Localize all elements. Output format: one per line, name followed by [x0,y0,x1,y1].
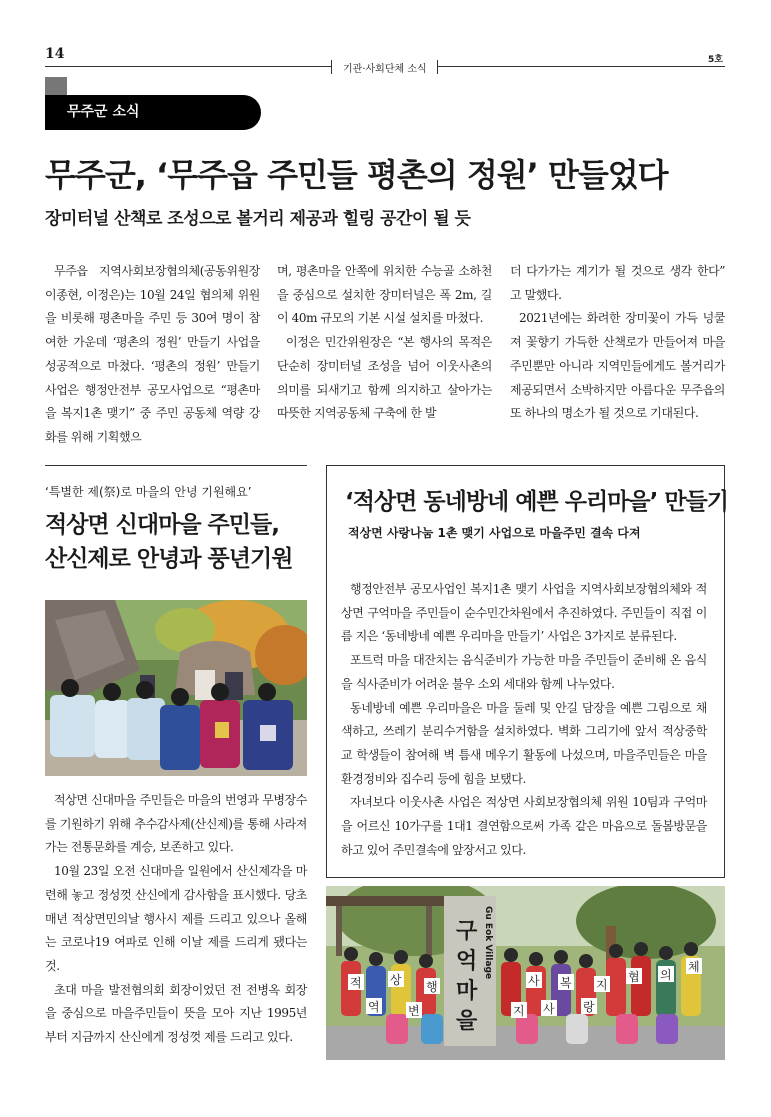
village-sign-char-3: 마 [456,979,478,1004]
left-title-line-2: 산신제로 안녕과 풍년기원 [45,546,293,572]
placard-3: 행 [426,980,438,994]
header-tick-left [331,60,332,74]
placard-2: 상 [390,973,402,987]
village-sign-char-1: 구 [456,919,478,944]
right-paragraph-3: 동네방네 예쁜 우리마을은 마을 둘레 및 안길 담장을 예쁜 그림으로 채색하고, 쓰레기 분리수거함을 설치하였다. 벽화 그리기에 앞서 적상중학교 학생들이 참여해 벽 틈새 메우기 활동에 나섰으며, 마을주민들은 마을환경정비와 집수리 등에 힘을 보탰다. [341,700,707,786]
header-tick-right [437,60,438,74]
right-paragraph-2: 포트럭 마을 대잔치는 음식준비가 가능한 마을 주민들이 준비해 온 음식을 식사준비가 어려운 불우 소외 세대와 함께 나누었다. [341,653,707,691]
main-col3-paragraph-1: 더 다가가는 계기가 될 것으로 생각 한다” 고 말했다. [510,264,725,302]
ritual-photo [45,600,307,776]
section-name: 기관·사회단체 소식 [343,64,427,75]
placard-13: 사 [543,1002,555,1016]
placard-9: 체 [688,960,700,974]
placard-8: 의 [660,968,672,982]
placard-7: 협 [628,970,640,984]
main-article-title: 무주군, ‘무주읍 주민들 평촌의 정원’ 만들었다 [45,156,668,194]
main-article-column-1 [45,260,260,450]
left-article-kicker: ‘특별한 제(祭)로 마을의 안녕 기원해요’ [45,485,252,499]
left-paragraph-1: 적상면 신대마을 주민들은 마을의 번영과 무병장수를 기원하기 위해 추수감사제(산신제)를 통해 사라져 가는 전통문화를 계승, 보존하고 있다. [45,793,307,855]
village-group-photo [326,886,725,1060]
left-title-line-1: 적상면 신대마을 주민들, [45,512,279,538]
village-sign-char-2: 억 [456,949,478,974]
right-article-body [341,578,707,862]
village-sign-english: Gu Eok Village [483,906,493,980]
main-col2-paragraph-2: 이정은 민간위원장은 “본 행사의 목적은 단순히 장미터널 조성을 넘어 이웃사촌의 의미를 되새기고 함께 의지하고 살아가는 따뜻한 지역공동체 구축에 한 발 [277,335,492,421]
left-paragraph-2: 10월 23일 오전 신대마을 일원에서 산신제각을 마련해 놓고 정성껏 산신에게 감사함을 표시했다. 당초 매년 적상면민의날 행사시 제를 드리고 있으나 올해는 코로나19 여파로 인해 이날 제를 드리게 됐다는 것. [45,864,307,973]
page-number: 14 [45,46,65,62]
village-group-illustration [326,886,725,1060]
right-paragraph-1: 행정안전부 공모사업인 복지1촌 맺기 사업을 지역사회보장협의체와 적상면 구억마을 주민들이 순수민간차원에서 추진하였다. 주민들이 직접 이름 지은 ‘동네방네 예쁜 우리마을 만들기’ 사업은 3가지로 분류된다. [341,582,707,644]
left-article-body [45,789,307,1050]
right-article-title: ‘적상면 동네방네 예쁜 우리마을’ 만들기 [345,489,728,515]
ritual-photo-illustration [45,600,307,776]
placard-12: 지 [513,1004,525,1018]
main-col3-paragraph-2: 2021년에는 화려한 장미꽃이 가득 넝쿨져 꽃향기 가득한 산책로가 만들어져 마을 주민뿐만 아니라 지역민들에게도 볼거리가 제공되면서 소박하지만 아름다운 무주읍의 또 하나의 명소가 될 것으로 기대된다. [510,311,725,421]
placard-1: 적 [350,976,362,990]
placard-6: 지 [596,978,608,992]
left-article-divider [45,465,307,466]
placard-4: 사 [528,974,540,988]
placard-10: 역 [368,1000,380,1014]
placard-5: 복 [560,976,572,990]
main-col2-paragraph-1: 며, 평촌마을 안쪽에 위치한 수능골 소하천을 중심으로 설치한 장미터널은 폭 2m, 길이 40m 규모의 기본 시설 설치를 마쳤다. [277,264,492,326]
right-paragraph-4: 자녀보다 이웃사촌 사업은 적상면 사회보장협의체 위원 10팀과 구억마을 어르신 10가구를 1대1 결연함으로써 가족 같은 마음으로 돌봄방문을 하고 있어 주민결속에 앞장서고 있다. [341,795,707,857]
main-col1-paragraph: 무주읍 지역사회보장협의체(공동위원장 이종현, 이정은)는 10월 24일 협의체 위원을 비롯해 평촌마을 주민 등 30여 명이 참여한 가운데 ‘평촌의 정원’ 만들기 사업을 성공적으로 마쳤다. ‘평촌의 정원’ 만들기 사업은 행정안전부 공모사업으로 “평촌마을 복지1촌 맺기” 중 주민 공동체 역량 강화를 위해 기획했으 [45,264,260,444]
header-rule-right [437,66,725,67]
header-rule-left [45,66,332,67]
main-article-column-2 [277,260,492,426]
issue-number: 5호 [708,55,723,65]
section-tag: 무주군 소식 [45,95,261,130]
right-article-subtitle: 적상면 사랑나눔 1촌 맺기 사업으로 마을주민 결속 다져 [348,526,641,540]
main-article-column-3 [510,260,725,426]
village-sign-char-4: 을 [456,1009,478,1034]
left-paragraph-3: 초대 마을 발전협의회 회장이었던 전 전병옥 회장을 중심으로 마을주민들이 뜻을 모아 지난 1995년부터 지금까지 산신에게 정성껏 제를 드리고 있다. [45,982,307,1045]
main-article-subtitle: 장미터널 산책로 조성으로 볼거리 제공과 힐링 공간이 될 듯 [45,209,471,229]
placard-14: 랑 [583,1000,595,1014]
placard-11: 변 [408,1004,420,1018]
left-article-title [45,508,292,576]
